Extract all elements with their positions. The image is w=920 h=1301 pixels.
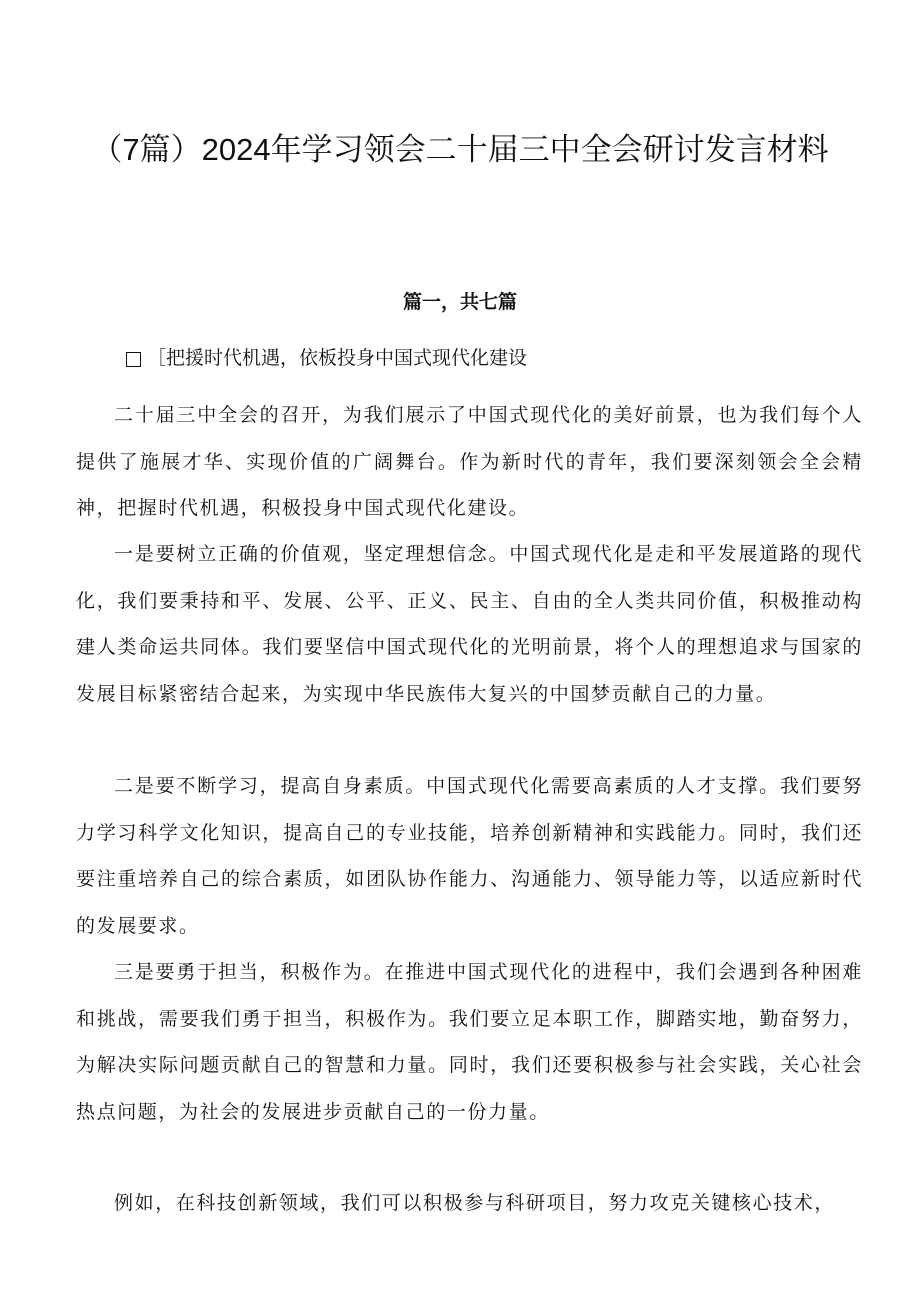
checkbox-icon xyxy=(126,352,141,367)
document-title: （7篇）2024年学习领会二十届三中全会研讨发言材料 xyxy=(91,132,829,167)
subtitle-text: 把援时代机遇，依板投身中国式现代化建设 xyxy=(166,347,528,369)
paragraph-point-two: 二是要不断学习，提高自身素质。中国式现代化需要高素质的人才支撑。我们要努力学习科学文化知识，提高自己的专业技能，培养创新精神和实践能力。同时，我们还要注重培养自己的综合素质，如团队协作能力、沟通能力、领导能力等，以适应新时代的发展要求。 xyxy=(76,775,863,937)
paragraph-example: 例如，在科技创新领域，我们可以积极参与科研项目，努力攻克关键核心技术， xyxy=(114,1192,836,1214)
section-heading: 篇一，共七篇 xyxy=(402,291,517,313)
paragraph-point-three: 三是要勇于担当，积极作为。在推进中国式现代化的进程中，我们会遇到各种困难和挑战，需要我们勇于担当，积极作为。我们要立足本职工作，脚踏实地，勤奋努力，为解决实际问题贡献自己的智慧和力量。同时，我们还要积极参与社会实践，关心社会热点问题，为社会的发展进步贡献自己的一份力量。 xyxy=(76,961,863,1123)
subtitle-bracket: ［ xyxy=(147,347,167,369)
subtitle-line xyxy=(126,344,527,372)
paragraph-point-one: 一是要树立正确的价值观，坚定理想信念。中国式现代化是走和平发展道路的现代化，我们要秉持和平、发展、公平、正义、民主、自由的全人类共同价值，积极推动构建人类命运共同体。我们要坚信中国式现代化的光明前景，将个人的理想追求与国家的发展目标紧密结合起来，为实现中华民族伟大复兴的中国梦贡献自己的力量。 xyxy=(76,543,863,705)
paragraph-intro: 二十届三中全会的召开，为我们展示了中国式现代化的美好前景，也为我们每个人提供了施展才华、实现价值的广阔舞台。作为新时代的青年，我们要深刻领会全会精神，把握时代机遇，积极投身中国式现代化建设。 xyxy=(76,404,863,519)
